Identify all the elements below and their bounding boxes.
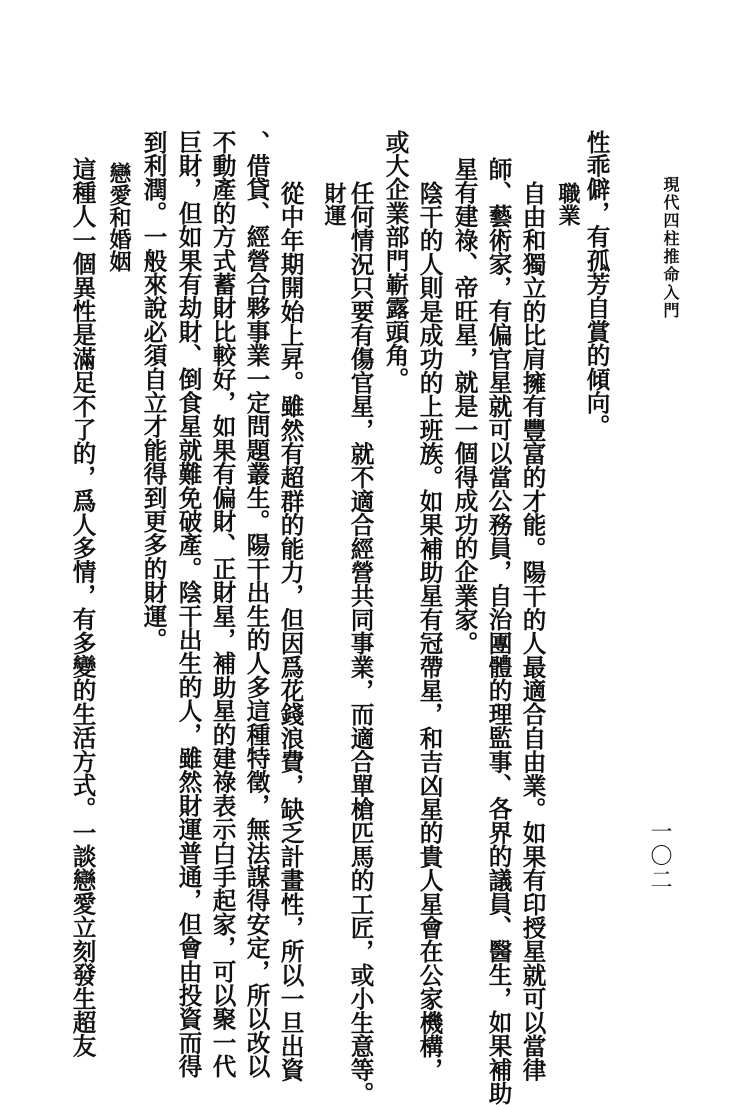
text-column-10: 不動產的方式蓄財比較好，如果有偏財、正財星，補助星的建祿表示白手起家，可以聚一代	[208, 130, 237, 1078]
text-column-7: 任何情況只要有傷官星，就不適合經營共同事業，而適合單槍匹馬的工匠，或小生意等。	[346, 181, 375, 1105]
section-heading-occupation: 職業	[555, 182, 580, 226]
text-column-11: 巨財，但如果有劫財、倒食星就難免破產。陰干出生的人，雖然財運普通，但會由投資而得	[174, 130, 203, 1078]
text-column-3: 師、藝術家，有偏官星就可以當公務員，自治團體的理監事、各界的議員、醫生，如果補助	[484, 157, 513, 1105]
text-column-6: 或大企業部門嶄露頭角。	[381, 130, 410, 391]
text-column-4: 星有建祿、帝旺星，就是一個得成功的企業家。	[450, 157, 479, 655]
text-column-2: 自由和獨立的比肩擁有豐富的才能。陽干的人最適合自由業。如果有印授星就可以當律	[518, 181, 547, 1082]
text-column-9: 、借貸、經營合夥事業一定問題叢生。陽干出生的人多這種特徵，無法謀得安定，所以改以	[242, 130, 271, 1078]
text-column-12: 到利潤。一般來說必須自立才能得到更多的財運。	[139, 130, 168, 652]
text-column-5: 陰干的人則是成功的上班族。如果補助星有冠帶星，和吉凶星的貴人星會在公家機構，	[415, 181, 444, 1082]
text-column-8: 從中年期開始上昇。雖然有超群的能力，但因爲花錢浪費，缺乏計畫性，所以一旦出資	[276, 181, 305, 1082]
page-number: 一〇二	[647, 820, 672, 892]
section-heading-wealth: 財運	[321, 182, 346, 226]
running-header-title: 現代四柱推命入門	[661, 176, 680, 320]
text-column-13: 這種人一個異性是滿足不了的，爲人多情，有多變的生活方式。一談戀愛立刻發生超友	[68, 157, 97, 1058]
text-column-1: 性乖僻，有孤芳自賞的傾向。	[582, 130, 611, 439]
section-heading-love-marriage: 戀愛和婚姻	[106, 162, 131, 272]
